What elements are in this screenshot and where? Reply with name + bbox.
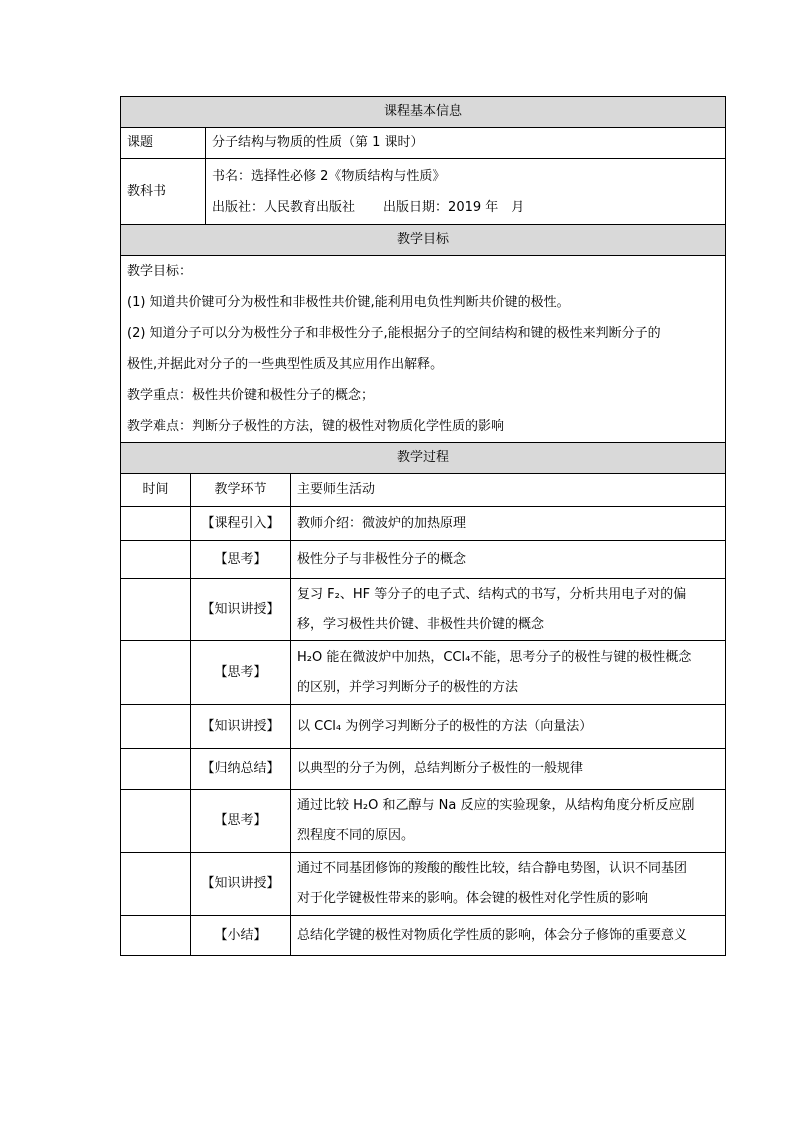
- table-row: [121, 705, 726, 749]
- table-row: [121, 507, 726, 541]
- process-column-header-row: [121, 474, 726, 507]
- lesson-plan-table: [120, 96, 726, 956]
- activity-line: 复习 F₂、HF 等分子的电子式、结构式的书写，分析共用电子对的偏: [297, 586, 687, 602]
- activity-cell: [291, 853, 726, 916]
- goals-row: [121, 256, 726, 443]
- table-row: [121, 579, 726, 641]
- publisher-value: 人民教育出版社: [264, 199, 356, 215]
- activity-line: 以典型的分子为例，总结判断分子极性的一般规律: [297, 761, 584, 776]
- step-cell: 【知识讲授】: [191, 705, 291, 749]
- table-row: [121, 790, 726, 853]
- table-row: [121, 641, 726, 705]
- time-cell: [121, 705, 191, 749]
- table-row: [121, 749, 726, 790]
- activity-cell: [291, 790, 726, 853]
- activity-line: 移，学习极性共价键、非极性共价键的概念: [297, 616, 545, 632]
- activity-line: 以 CCl₄ 为例学习判断分子的极性的方法（向量法）: [297, 718, 593, 734]
- pubdate-value: 2019 年 月: [448, 199, 525, 215]
- col-time-header: 时间: [121, 474, 191, 507]
- topic-value: 分子结构与物质的性质（第 1 课时）: [206, 128, 726, 159]
- step-cell: 【知识讲授】: [191, 579, 291, 641]
- basic-info-header: 课程基本信息: [121, 97, 726, 128]
- key-points: 教学重点：极性共价键和极性分子的概念；: [127, 388, 375, 403]
- table-row: [121, 853, 726, 916]
- activity-cell: [291, 705, 726, 749]
- topic-row: [121, 128, 726, 159]
- time-cell: [121, 579, 191, 641]
- pubdate-label: 出版日期：: [383, 199, 449, 215]
- activity-cell: [291, 579, 726, 641]
- activity-line: 对于化学键极性带来的影响。体会键的极性对化学性质的影响: [297, 891, 649, 906]
- activity-line: 总结化学键的极性对物质化学性质的影响，体会分子修饰的重要意义: [297, 927, 688, 943]
- goal-1: (1) 知道共价键可分为极性和非极性共价键,能利用电负性判断共价键的极性。: [127, 295, 570, 310]
- time-cell: [121, 507, 191, 541]
- activity-cell: [291, 641, 726, 705]
- activity-line: 通过不同基团修饰的羧酸的酸性比较，结合静电势图，认识不同基团: [297, 861, 688, 876]
- goals-header: 教学目标: [121, 225, 726, 256]
- goals-title: 教学目标：: [127, 264, 193, 279]
- step-cell: 【思考】: [191, 790, 291, 853]
- activity-cell: [291, 541, 726, 579]
- activity-line: H₂O 能在微波炉中加热，CCl₄不能，思考分子的极性与键的极性概念: [297, 649, 692, 665]
- activity-line: 烈程度不同的原因。: [297, 828, 415, 843]
- time-cell: [121, 790, 191, 853]
- step-cell: 【小结】: [191, 916, 291, 956]
- book-name-line: [212, 161, 719, 192]
- topic-label: 课题: [121, 128, 206, 159]
- activity-cell: [291, 916, 726, 956]
- activity-line: 教师介绍：微波炉的加热原理: [297, 515, 467, 531]
- goal-2-line-2: 极性,并据此对分子的一些典型性质及其应用作出解释。: [127, 357, 444, 372]
- time-cell: [121, 749, 191, 790]
- goals-content: [121, 256, 726, 443]
- table-row: [121, 541, 726, 579]
- activity-line: 极性分子与非极性分子的概念: [297, 551, 467, 567]
- process-header-row: [121, 443, 726, 474]
- publisher-label: 出版社：: [212, 199, 265, 215]
- activity-cell: [291, 749, 726, 790]
- goal-2-line-1: (2) 知道分子可以分为极性分子和非极性分子,能根据分子的空间结构和键的极性来判断分子的: [127, 326, 661, 341]
- goals-header-row: [121, 225, 726, 256]
- col-step-header: 教学环节: [191, 474, 291, 507]
- step-cell: 【课程引入】: [191, 507, 291, 541]
- time-cell: [121, 541, 191, 579]
- process-header: 教学过程: [121, 443, 726, 474]
- publisher-line: [212, 192, 719, 223]
- activity-line: 通过比较 H₂O 和乙醇与 Na 反应的实验现象，从结构角度分析反应剧: [297, 798, 695, 813]
- textbook-row: [121, 159, 726, 225]
- activity-line: 的区别，并学习判断分子的极性的方法: [297, 679, 519, 695]
- time-cell: [121, 853, 191, 916]
- step-cell: 【知识讲授】: [191, 853, 291, 916]
- book-name-label: 书名：: [212, 168, 252, 184]
- difficult-points: 教学难点：判断分子极性的方法，键的极性对物质化学性质的影响: [127, 419, 505, 434]
- table-row: [121, 916, 726, 956]
- textbook-label: 教科书: [121, 159, 206, 225]
- time-cell: [121, 641, 191, 705]
- basic-info-header-row: [121, 97, 726, 128]
- book-name-value: 选择性必修 2《物质结构与性质》: [251, 168, 446, 184]
- step-cell: 【思考】: [191, 641, 291, 705]
- activity-cell: [291, 507, 726, 541]
- step-cell: 【归纳总结】: [191, 749, 291, 790]
- textbook-info: [206, 159, 726, 225]
- step-cell: 【思考】: [191, 541, 291, 579]
- col-activity-header: 主要师生活动: [291, 474, 726, 507]
- time-cell: [121, 916, 191, 956]
